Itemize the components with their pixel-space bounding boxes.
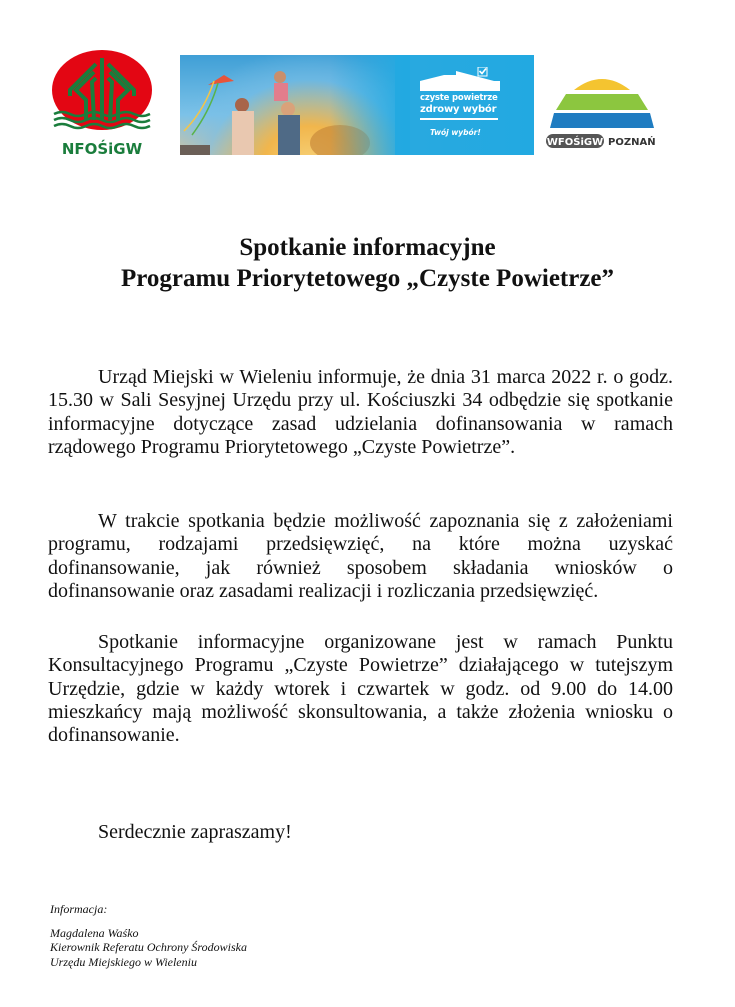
czyste-powietrze-logo — [416, 67, 508, 147]
wfosigw-poznan-logo — [544, 76, 660, 156]
info-label: Informacja: — [50, 902, 108, 916]
contact-name: Magdalena Waśko — [50, 925, 139, 940]
poznan-text: POZNAŃ — [608, 137, 656, 148]
contact-position: Kierownik Referatu Ochrony Środowiska — [50, 940, 247, 954]
paragraph-1 — [48, 366, 673, 459]
contact-office: Urzędu Miejskiego w Wieleniu — [50, 954, 197, 969]
document-title — [0, 232, 735, 294]
nfosigw-logo-text: NFOŚiGW — [61, 140, 143, 158]
contact-info — [50, 902, 247, 969]
paragraph-2 — [48, 510, 673, 603]
nfosigw-emblem-icon — [48, 48, 156, 160]
sunrise-emblem-icon — [544, 76, 660, 156]
title-line2: Programu Priorytetowego „Czyste Powietrze” — [120, 265, 615, 292]
house-roof-icon — [416, 67, 508, 93]
czyste-powietrze-banner — [180, 55, 534, 155]
banner-tagline: Twój wybór! — [430, 128, 481, 137]
paragraph-2-text: W trakcie spotkania będzie możliwość zapoznania się z założeniami programu, rodzajami przedsięwzięć, na które można uzyskać dofinansowanie, jak również sposobem składania wniosków o dofinansowanie oraz zasadami realizacji i rozliczania przedsięwzięć. — [48, 510, 673, 602]
closing-text: Serdecznie zapraszamy! — [98, 821, 292, 843]
nfosigw-logo — [48, 48, 156, 160]
banner-line1: czyste powietrze — [420, 93, 498, 103]
wfosigw-badge-text: WFOŚiGW — [546, 137, 604, 148]
paragraph-3-text: Spotkanie informacyjne organizowane jest w ramach Punktu Konsultacyjnego Programu „Czyste Powietrze” działającego w tutejszym Urzędzie, gdzie w każdy wtorek i czwartek w godz. od 9.00 do 14.00 mieszkańcy mają możliwość skonsultowania, a także złożenia wniosku o dofinansowanie. — [48, 631, 673, 747]
paragraph-3 — [48, 631, 673, 747]
title-line1: Spotkanie informacyjne — [239, 234, 496, 261]
paragraph-1-text: Urząd Miejski w Wieleniu informuje, że dnia 31 marca 2022 r. o godz. 15.30 w Sali Sesyjnej Urzędu przy ul. Kościuszki 34 odbędzie się spotkanie informacyjne dotyczące zasad udzielania dofinansowania w ramach rządowego Programu Priorytetowego „Czyste Powietrze”. — [48, 366, 673, 458]
banner-line2: zdrowy wybór — [420, 104, 497, 115]
